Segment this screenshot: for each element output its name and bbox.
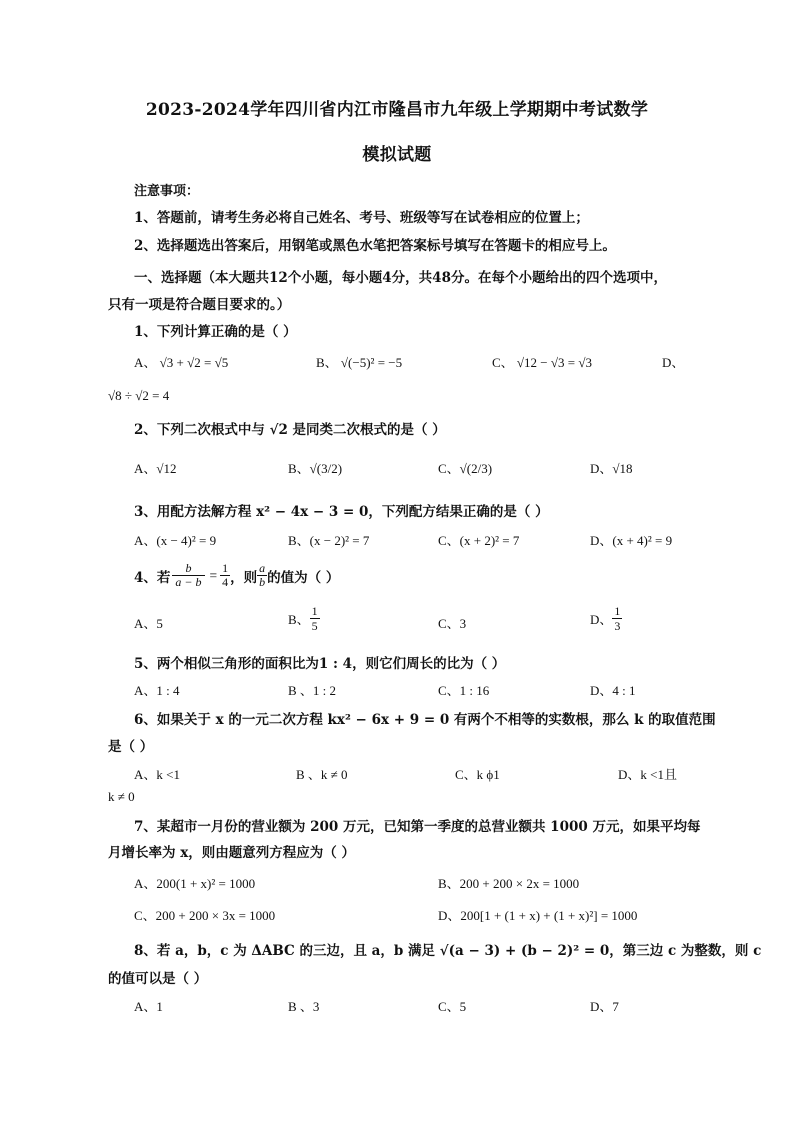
fraction-one-third [612,604,622,633]
question-3-option-b: B、(x − 2)² = 7 [288,533,370,548]
exam-title-line1: 2023-2024学年四川省内江市隆昌市九年级上学期期中考试数学 [145,100,649,120]
question-8-option-b: B 、3 [288,999,320,1014]
question-1-stem: 1、下列计算正确的是（ ） [134,324,297,340]
notice-item-2: 2、选择题选出答案后，用钢笔或黑色水笔把答案标号填写在答题卡的相应号上。 [134,238,616,254]
question-4-option-a: A、5 [134,616,163,631]
question-2-stem: 2、下列二次根式中与 √2 是同类二次根式的是（ ） [134,422,446,438]
question-8-option-a: A、1 [134,999,163,1014]
question-1-option-d-text: √8 ÷ √2 = 4 [108,388,170,403]
question-5-option-d: D、4 : 1 [590,683,636,698]
fraction-b-over-a-minus-b [172,562,204,589]
question-7-option-d: D、200[1 + (1 + x) + (1 + x)²] = 1000 [438,908,638,923]
notice-item-1: 1、答题前，请考生务必将自己姓名、考号、班级等写在试卷相应的位置上； [134,210,589,226]
question-6-stem: 6、如果关于 x 的一元二次方程 kx² − 6x + 9 = 0 有两个不相等的实数根，那么 k 的取值范围 [134,712,716,728]
fraction-denominator: a − b [172,575,204,589]
option-label: B、 [288,612,310,627]
question-6-option-a: A、k <1 [134,767,180,782]
question-8-stem: 8、若 a，b，c 为 ΔABC 的三边，且 a，b 满足 √(a − 3) + (b − 2)² = 0，第三边 c 为整数，则 c [134,943,762,959]
question-2-option-c: C、√(2/3) [438,461,493,476]
question-2-option-b: B、√(3/2) [288,461,343,476]
fraction-one-quarter [220,562,230,589]
question-1-option-d: D、 [662,355,685,370]
question-8-stem-line2: 的值可以是（ ） [108,971,208,987]
question-4-stem-middle: ，则 [230,569,258,586]
question-1-option-c: C、 √12 − √3 = √3 [492,355,592,370]
question-5-option-c: C、1 : 16 [438,683,490,698]
question-7-option-c: C、200 + 200 × 3x = 1000 [134,908,276,923]
section-header-line2: 只有一项是符合题目要求的。） [108,297,291,313]
question-3-option-a: A、(x − 4)² = 9 [134,533,217,548]
question-7-stem-line2: 月增长率为 x，则由题意列方程应为（ ） [108,845,355,861]
exam-title-line2: 模拟试题 [362,145,432,165]
question-8-option-c: C、5 [438,999,467,1014]
equals-sign: = [209,567,218,583]
question-4-stem-suffix: 的值为（ ） [267,569,340,586]
question-8-option-d: D、7 [590,999,619,1014]
fraction-denominator: 5 [311,619,318,633]
question-6-stem-line2: 是（ ） [108,739,154,755]
fraction-denominator: b [259,575,266,589]
question-3-stem: 3、用配方法解方程 x² − 4x − 3 = 0，下列配方结果正确的是（ ） [134,504,549,520]
fraction-denominator: 4 [222,575,229,589]
question-1-option-b: B、 √(−5)² = −5 [316,355,403,370]
notice-heading: 注意事项： [134,184,200,199]
question-5-option-a: A、1 : 4 [134,683,180,698]
question-4-stem [134,562,339,589]
question-4-stem-prefix: 4、若 [134,569,171,586]
question-7-option-a: A、200(1 + x)² = 1000 [134,876,256,891]
fraction-one-fifth [310,604,320,633]
fraction-numerator: 1 [614,604,621,618]
question-6-option-c: C、k ϕ1 [455,767,500,782]
question-7-option-b: B、200 + 200 × 2x = 1000 [438,876,580,891]
question-3-option-d: D、(x + 4)² = 9 [590,533,673,548]
question-5-stem: 5、两个相似三角形的面积比为1 : 4，则它们周长的比为（ ） [134,656,506,672]
question-2-option-a: A、√12 [134,461,177,476]
question-4-option-c: C、3 [438,616,467,631]
question-3-option-c: C、(x + 2)² = 7 [438,533,520,548]
question-6-option-b: B 、k ≠ 0 [296,767,348,782]
section-header-line1: 一、选择题（本大题共12个小题，每小题4分，共48分。在每个小题给出的四个选项中， [134,270,667,286]
fraction-numerator: 1 [311,604,318,618]
question-6-option-d: D、k <1且 [618,767,677,782]
question-7-stem: 7、某超市一月份的营业额为 200 万元，已知第一季度的总营业额共 1000 万元，如果平均每 [134,819,701,835]
fraction-numerator: b [185,561,192,575]
fraction-denominator: 3 [614,619,621,633]
question-4-option-b [288,604,320,633]
question-1-option-a: A、 √3 + √2 = √5 [134,355,229,370]
question-2-option-d: D、√18 [590,461,633,476]
fraction-numerator: 1 [222,561,229,575]
question-6-option-d-text: k ≠ 0 [108,789,135,804]
question-4-option-d [590,604,622,633]
fraction-a-over-b [257,562,267,589]
fraction-numerator: a [259,561,266,575]
question-5-option-b: B 、1 : 2 [288,683,337,698]
option-label: D、 [590,612,613,627]
